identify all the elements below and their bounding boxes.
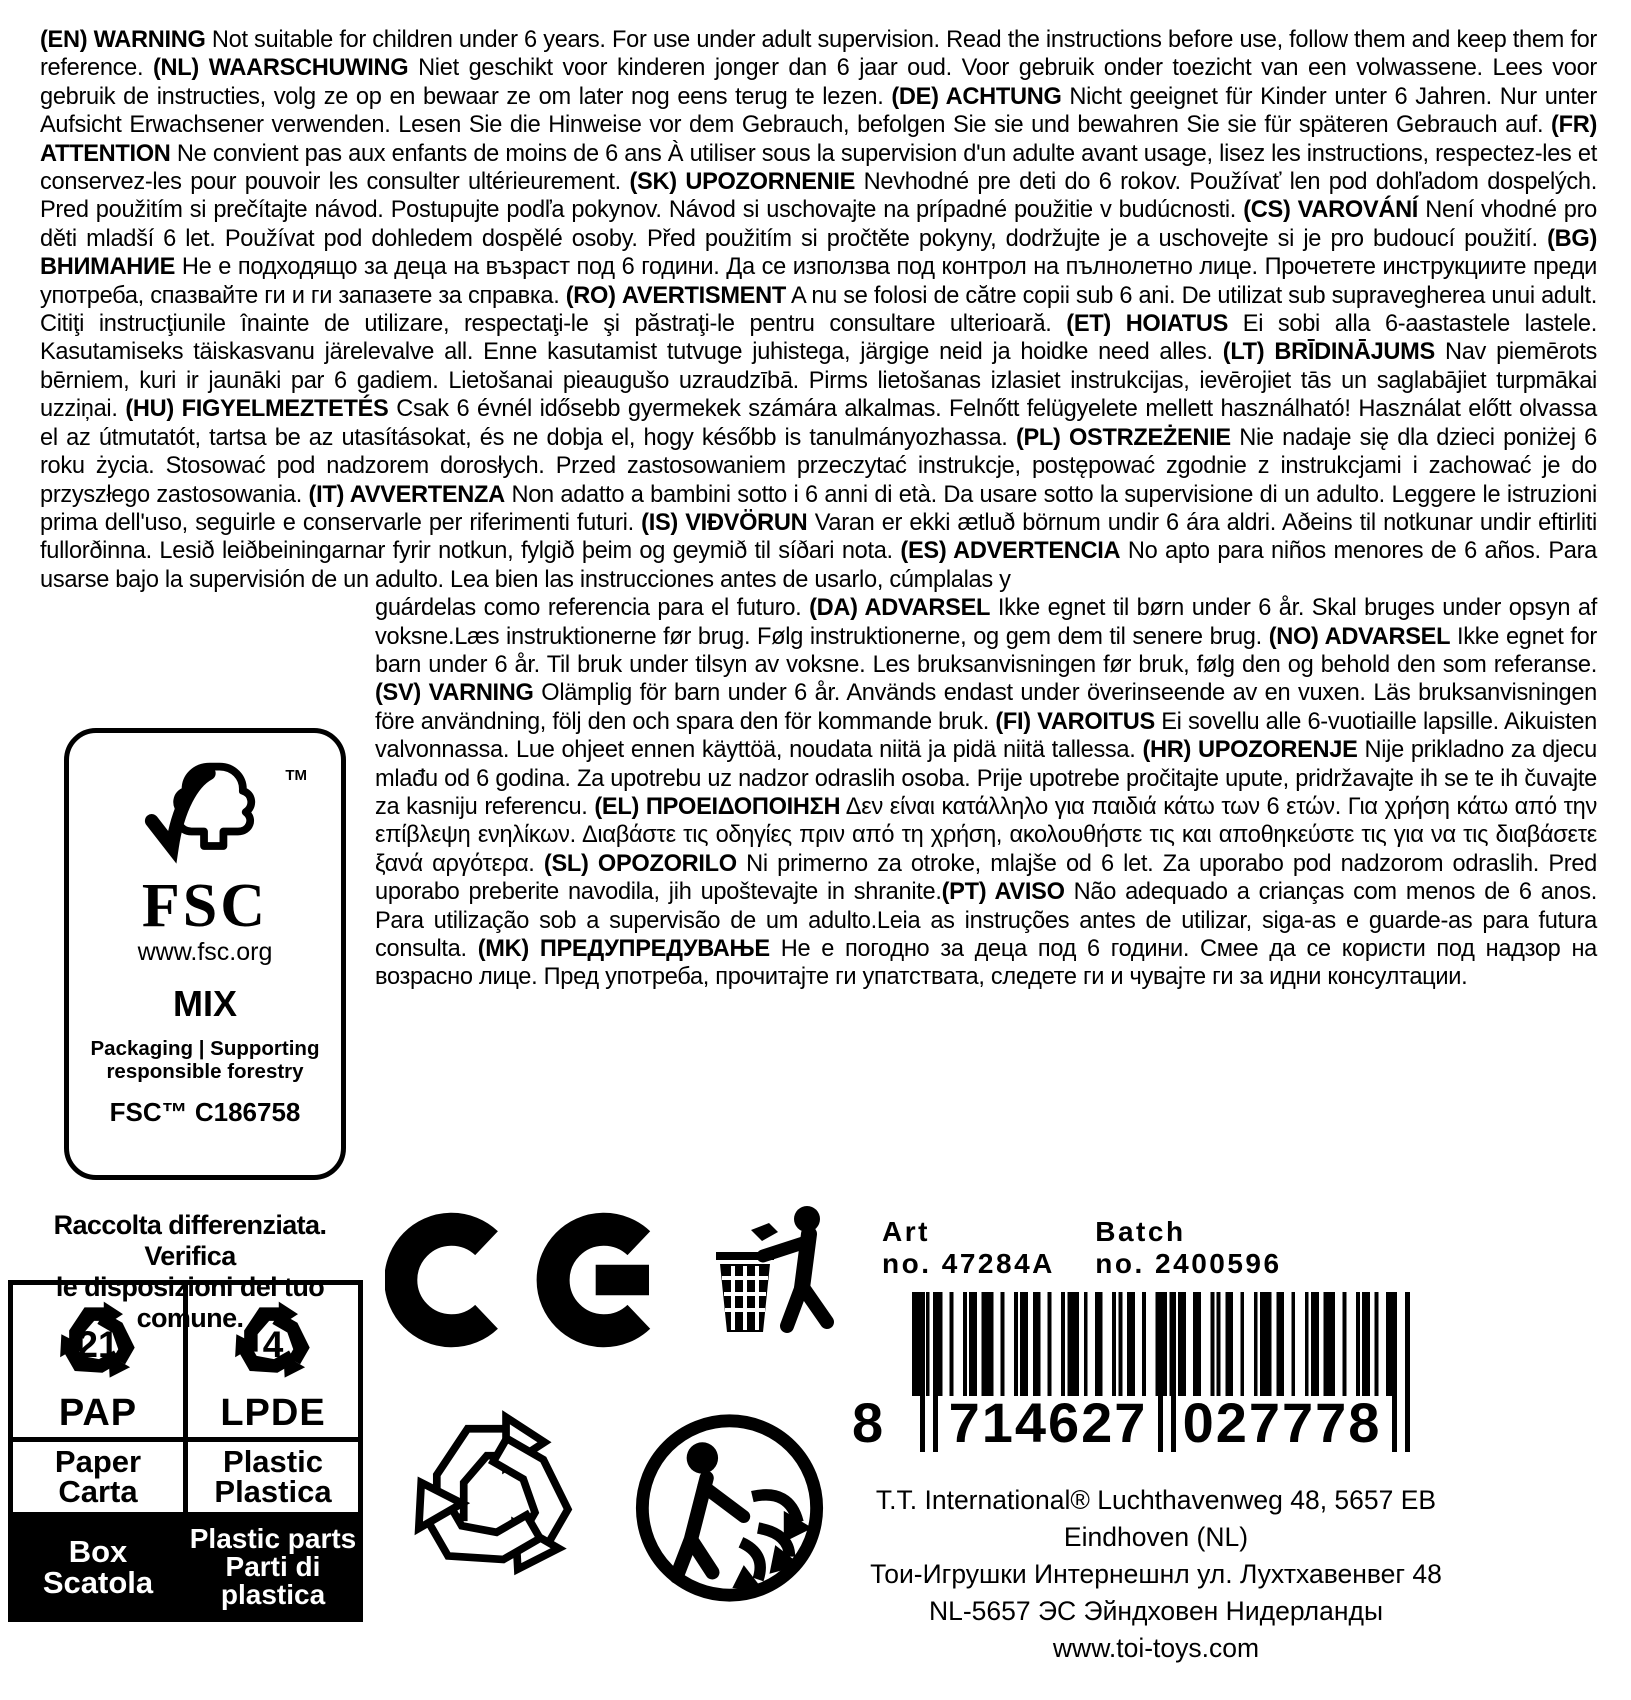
product-numbers-row [810,1216,1510,1280]
material-name-en: Paper [54,1444,142,1480]
component-it: Scatola [42,1565,154,1601]
material-code-lpde: LPDE [220,1392,326,1435]
material-name-paper-cell [11,1440,186,1515]
language-warning-tag: (EL) ΠΡΟΕΙΔΟΠΟΙΗΣΗ [594,793,841,820]
mobius-loop-icon [392,1398,597,1598]
company-website: www.toi-toys.com [1052,1633,1260,1664]
batch-number-label: Batch no. [1095,1216,1186,1280]
language-warning-tag: (FI) VAROITUS [995,708,1155,735]
ce-mark-icon [385,1210,715,1350]
component-en: Plastic parts [189,1523,357,1555]
component-plastic-parts-cell [186,1515,361,1620]
language-warning-tag: (SK) UPOZORNENIE [629,169,856,196]
language-warning-tag: (ET) HOIATUS [1066,311,1229,338]
fsc-license-code: FSC™ C186758 [109,1097,301,1127]
barcode-guard-bars [1392,1292,1410,1452]
material-name-plastic-cell [186,1440,361,1515]
language-warning-tag: (NO) ADVARSEL [1268,623,1451,650]
barcode-digit-lead: 8 [852,1391,884,1455]
language-warning-tag: (HR) UPOZORENJE [1142,737,1358,764]
language-warning-tag: (HU) FIGYELMEZTETÉS [125,396,389,423]
company-address-ru-line1: Тои-Игрушки Интернешнл ул. Лухтхавенвег 48 [870,1559,1442,1590]
recycling-code-number: 4 [262,1324,284,1366]
barcode-guard-bars [1158,1292,1176,1452]
language-warning-tag: (SV) VARNING [375,680,534,707]
material-code-pap: PAP [58,1392,138,1435]
fsc-certification-box [64,728,346,1180]
language-warning-tag: (CS) VAROVÁNÍ [1243,197,1419,224]
art-number [882,1216,1095,1280]
language-warning-tag: (EN) WARNING [40,27,206,53]
language-warning-tag: (SL) OPOZORILO [543,850,737,877]
language-warning-tag: (FR) ATTENTION [40,112,1597,167]
language-warning-tag: (BG) ВНИМАНИЕ [40,225,1597,281]
warning-paragraph-continued: guárdelas como referencia para el futuro. (DA) ADVARSEL Ikke egnet til børn under 6 år. Skal bruges under opsyn af voksne.Læs instruktionerne før brug. Følg instruktionerne, og gem dem til senere brug. (NO) ADVARSEL Ikke egnet for barn under 6 år. Til bruk under tilsyn av voksne. Les bruksanvisningen før bruk, følg den og behold den som referanse. (SV) VARNING Olämplig för barn under 6 år. Används endast under överinseende av en vuxen. Läs bruksanvisningen före användning, följ den och spara den för kommande bruk. (FI) VAROITUS Ei sovellu alle 6-vuotiaille lapsille. Aikuisten valvonnassa. Lue ohjeet ennen käyttöä, noudata niitä ja pidä niitä tallessa. (HR) UPOZORENJE Nije prikladno za djecu mlađu od 6 godina. Za upotrebu uz nadzor odraslih osoba. Prije upotrebe pročitajte upute, pridržavajte ih se te ih čuvajte za kasniju referencu. (EL) ΠΡΟΕΙΔΟΠΟΙΗΣΗ Δεν είναι κατάλληλο για παιδιά κάτω των 6 ετών. Για χρήση κάτω από την επίβλεψη ενηλίκων. Διαβάστε τις οδηγίες πριν από τη χρήση, ακολουθήστε τις και αποθηκεύστε τις για να τις διαβάσετε ξανά αργότερα. (SL) OPOZORILO Ni primerno za otroke, mlajše od 6 let. Za uporabo pod nadzorom odraslih. Pred uporabo preberite navodila, jih upoštevajte in shranite.(PT) AVISO Não adequado a crianças com menos de 6 anos. Para utilização sob a supervisão de um adulto.Leia as instruções antes de utilizar, siga-as e guarde-as para futura consulta. (MK) ПРЕДУПРЕДУВАЊЕ Не е погодно за деца под 6 години. Смее да се користи под надзор на возрасно лице. Пред употреба, прочитајте ги упатствата, следете ги и чувајте ги за идни консултации. [375,595,1597,991]
material-name-en: Plastic [223,1444,323,1480]
recycling-code-4-cell [186,1283,361,1440]
art-number-label: Art no. [882,1216,932,1280]
fsc-url: www.fsc.org [137,938,273,966]
language-warning-tag: (MK) ПРЕДУПРЕДУВАЊЕ [477,936,770,962]
barcode-guard-bars [920,1292,938,1452]
sorting-note-line1: Raccolta differenziata. Verifica [53,1210,327,1272]
company-address-en: T.T. International® Luchthavenweg 48, 5657 EB Eindhoven (NL) [875,1485,1437,1553]
language-warning-tag: (PL) OSTRZEŻENIE [1015,424,1231,451]
sorting-note-line2: le disposizioni del tuo comune. [55,1272,325,1334]
company-address-ru-line2: NL-5657 ЭС Эйндховен Нидерланды [928,1596,1384,1627]
batch-number [1095,1216,1360,1280]
product-identification [810,1216,1510,1667]
recycling-code-number: 21 [77,1324,119,1366]
batch-number-value: 2400596 [1155,1248,1282,1280]
fsc-logo-text: FSC [141,872,269,940]
ean-barcode [846,1292,1426,1464]
language-warning-tag: (ES) ADVERTENCIA [900,538,1121,565]
fsc-tree-icon [130,753,280,879]
bottom-section [0,1202,1631,1664]
component-it: Parti di [225,1551,321,1583]
component-it: plastica [220,1579,326,1611]
barcode-digits-group2: 027778 [1182,1391,1382,1455]
company-address-block [826,1482,1486,1667]
material-name-it: Plastica [214,1474,332,1510]
recycling-materials-table [8,1280,363,1622]
material-name-it: Carta [58,1474,138,1510]
language-warning-tag: (LT) BRĪDINĀJUMS [1222,339,1435,366]
component-box-cell [11,1515,186,1620]
fsc-tagline: Packaging | Supporting responsible forestry [90,1037,320,1083]
recycling-code-21-cell [11,1283,186,1440]
language-warning-tag: (IT) AVVERTENZA [308,481,505,508]
language-warning-tag: (PT) AVISO [941,879,1065,906]
art-number-value: 47284A [941,1248,1055,1280]
component-en: Box [68,1534,128,1570]
ean-barcode-bars [910,1292,1404,1396]
warning-paragraph: (EN) WARNING Not suitable for children under 6 years. For use under adult supervision. Read the instructions before use, follow them and keep them for reference. (NL) WAARSCHUWING Niet geschikt voor kinderen jonger dan 6 jaar oud. Voor gebruik onder toezicht van een volwassene. Lees voor gebruik de instructies, volg ze op en bewaar ze om later nog eens terug te lezen. (DE) ACHTUNG Nicht geeignet für Kinder unter 6 Jahren. Nur unter Aufsicht Erwachsener verwenden. Lesen Sie die Hinweise vor dem Gebrauch, befolgen Sie sie und bewahren Sie sie für späteren Gebrauch auf. (FR) ATTENTION Ne convient pas aux enfants de moins de 6 ans À utiliser sous la supervision d'un adulte avant usage, lisez les instructions, respectez-les et conservez-les pour pouvoir les consulter ultérieurement. (SK) UPOZORNENIE Nevhodné pre deti do 6 rokov. Používať len pod dohľadom dospelých. Pred použitím si prečítajte návod. Postupujte podľa pokynov. Návod si uschovajte na prípadné použitie v budúcnosti. (CS) VAROVÁNÍ Není vhodné pro děti mladší 6 let. Používat pod dohledem dospělé osoby. Před použitím si pročtěte pokyny, dodržujte je a uschovejte si je pro budoucí použití. (BG) ВНИМАНИЕ Не е подходящо за деца на възраст под 6 години. Да се използва под контрол на пълнолетно лице. Прочетете инструкциите преди употреба, спазвайте ги и ги запазете за справка. (RO) AVERTISMENT A nu se folosi de către copii sub 6 ani. De utilizat sub supravegherea unui adult. Citiţi instrucţiunile înainte de utilizare, respectaţi-le şi păstraţi-le pentru consultare ulterioară. (ET) HOIATUS Ei sobi alla 6-aastastele lastele. Kasutamiseks täiskasvanu järelevalve all. Enne kasutamist tutvuge juhistega, järgige neid ja hoidke need alles. (LT) BRĪDINĀJUMS Nav piemērots bērniem, kuri ir jaunāki par 6 gadiem. Lietošanai pieaugušo uzraudzībā. Pirms lietošanas izlasiet instrukcijas, ievērojiet tās un saglabājiet turpmākai uzziņai. (HU) FIGYELMEZTETÉS Csak 6 évnél idősebb gyermekek számára alkalmas. Felnőtt felügyelete mellett használható! Használat előtt olvassa el az útmutatót, tartsa be az utasításokat, és ne dobja el, hogy később is tanulmányozhassa. (PL) OSTRZEŻENIE Nie nadaje się dla dzieci poniżej 6 roku życia. Stosować pod nadzorem dorosłych. Przed zastosowaniem przeczytać instrukcje, postępować zgodnie z instrukcjami i zachować je do przyszłego zastosowania. (IT) AVVERTENZA Non adatto a bambini sotto i 6 anni di età. Da usare sotto la supervisione di un adulto. Leggere le istruzioni prima dell'uso, seguirle e conservarle per riferimenti futuri. (IS) VIÐVÖRUN Varan er ekki ætluð börnum undir 6 ára aldri. Aðeins til notkunar undir eftirliti fullorðinna. Lesið leiðbeiningarnar fyrir notkun, fylgið þeim og geymið til síðari nota. (ES) ADVERTENCIA No apto para niños menores de 6 años. Para usarse bajo la supervisión de un adulto. Lea bien las instrucciones antes de usarlo, cúmplalas y [40,27,1598,593]
language-warning-tag: (RO) AVERTISMENT [565,282,786,309]
barcode-digits-group1: 714627 [948,1391,1148,1455]
language-warning-tag: (NL) WAARSCHUWING [153,55,409,82]
triman-icon [627,1408,832,1608]
fsc-grade-label: MIX [172,983,237,1024]
language-warning-tag: (DE) ACHTUNG [891,83,1062,110]
language-warning-tag: (DA) ADVARSEL [809,595,991,622]
language-warning-tag: (IS) VIÐVÖRUN [641,509,808,536]
trademark-label: TM [285,767,307,784]
